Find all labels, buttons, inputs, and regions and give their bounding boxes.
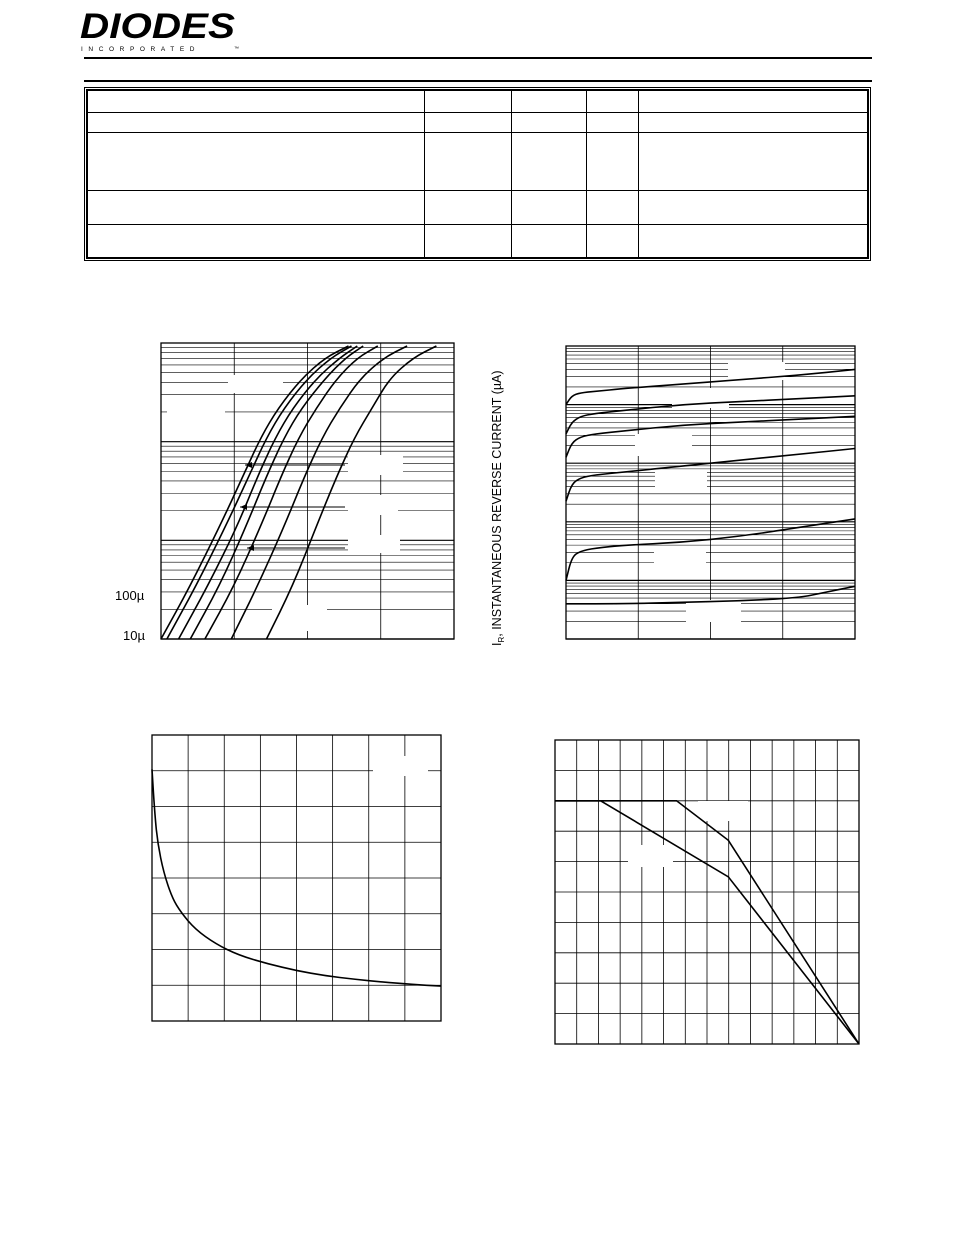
table-cell xyxy=(639,133,868,191)
table-cell xyxy=(512,225,587,258)
table-cell xyxy=(587,113,639,133)
table-cell xyxy=(639,225,868,258)
chart-label-box xyxy=(272,605,327,631)
diodes-logo xyxy=(78,8,243,54)
brand-name: DIODES xyxy=(80,8,235,46)
table-cell xyxy=(88,191,425,225)
table-cell xyxy=(512,191,587,225)
chart-label-box xyxy=(373,756,428,776)
table-cell xyxy=(88,225,425,258)
derating-curve-chart xyxy=(548,733,866,1051)
table-cell xyxy=(587,91,639,113)
chart-series xyxy=(161,346,436,639)
junction-capacitance-chart xyxy=(145,728,450,1028)
forward-characteristics-chart xyxy=(100,330,470,660)
chart-label-boxes xyxy=(373,756,428,776)
y-tick-label: 10µ xyxy=(123,628,145,643)
table-header-row xyxy=(88,91,868,113)
chart-label-box xyxy=(348,535,400,553)
table-cell xyxy=(425,91,512,113)
table-cell xyxy=(587,225,639,258)
diodes-logo-graphic xyxy=(78,8,243,54)
reverse-current-axis-label xyxy=(488,340,506,660)
reverse-characteristics-chart xyxy=(560,340,860,645)
chart-label-box xyxy=(635,434,692,456)
brand-subtitle: INCORPORATED xyxy=(81,46,201,53)
table-row xyxy=(88,225,868,258)
y-tick-label: 100µ xyxy=(115,588,145,603)
chart-grid xyxy=(152,735,441,1021)
header-rule-top xyxy=(84,57,872,59)
trademark-mark: ™ xyxy=(234,46,239,52)
table-cell xyxy=(425,191,512,225)
table-row xyxy=(88,191,868,225)
table-cell xyxy=(88,113,425,133)
chart-label-boxes xyxy=(167,375,403,631)
chart-label-box xyxy=(348,495,398,515)
y-axis-title: $I_R$, INSTANTANEOUS REVERSE CURRENT (µA) xyxy=(490,370,506,646)
table-row xyxy=(88,113,868,133)
table-cell xyxy=(587,191,639,225)
table-cell xyxy=(425,225,512,258)
chart-label-box xyxy=(228,375,283,393)
chart-label-box xyxy=(655,472,707,492)
chart-label-box xyxy=(686,600,741,622)
chart-label-box xyxy=(654,548,706,572)
chart-grid xyxy=(161,343,454,639)
table-cell xyxy=(88,133,425,191)
table-cell xyxy=(512,113,587,133)
header-rule-bottom xyxy=(84,80,872,82)
table-cell xyxy=(639,191,868,225)
characteristics-table xyxy=(84,87,871,261)
chart-label-box xyxy=(348,455,403,475)
chart-label-boxes xyxy=(628,801,748,867)
table-cell xyxy=(425,133,512,191)
table-cell xyxy=(639,91,868,113)
table-row xyxy=(88,133,868,191)
chart-label-box xyxy=(167,408,225,430)
chart-label-box xyxy=(698,801,748,821)
table-cell xyxy=(88,91,425,113)
table-cell xyxy=(639,113,868,133)
chart-label-box xyxy=(628,845,673,867)
table-cell xyxy=(425,113,512,133)
characteristics-table-grid xyxy=(87,90,868,258)
chart-grid xyxy=(555,740,859,1044)
table-cell xyxy=(512,133,587,191)
table-cell xyxy=(587,133,639,191)
table-cell xyxy=(512,91,587,113)
